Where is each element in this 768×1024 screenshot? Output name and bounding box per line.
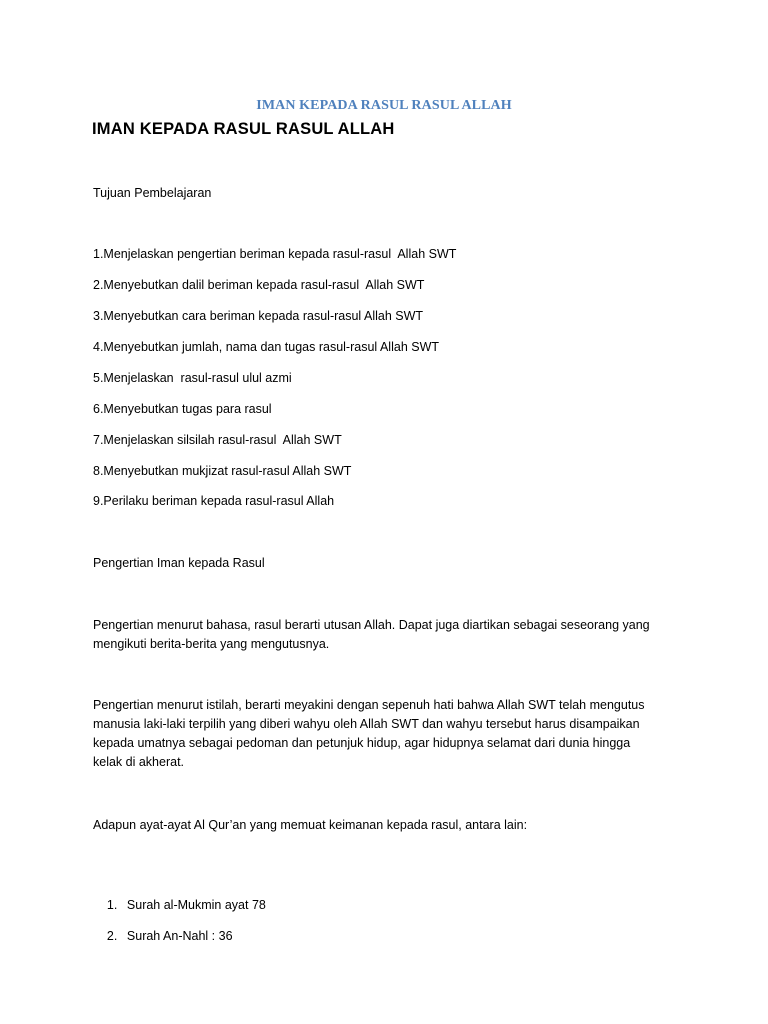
- list-text: Surah al-Mukmin ayat 78: [126, 898, 266, 912]
- paragraph-line: kelak di akherat.: [93, 755, 185, 769]
- list-text: Surah An-Nahl : 36: [126, 929, 233, 943]
- list-number: 1.: [106, 898, 118, 912]
- list-number: 2.: [106, 929, 118, 943]
- goal-item: 9.Perilaku beriman kepada rasul-rasul Allah: [93, 494, 335, 508]
- paragraph-line: Pengertian menurut istilah, berarti meyakini dengan sepenuh hati bahwa Allah SWT telah mengutus: [93, 698, 645, 712]
- paragraph-line: kepada umatnya sebagai pedoman dan petunjuk hidup, agar hidupnya selamat dari dunia hingga: [93, 736, 631, 750]
- goal-item: 5.Menjelaskan rasul-rasul ulul azmi: [93, 371, 292, 385]
- paragraph-line: mengikuti berita-berita yang mengutusnya.: [93, 637, 330, 651]
- goal-item: 1.Menjelaskan pengertian beriman kepada rasul-rasul Allah SWT: [93, 247, 457, 261]
- paragraph-bahasa: [93, 616, 683, 654]
- paragraph-istilah: [93, 696, 683, 772]
- paragraph-ayat: Adapun ayat-ayat Al Qur’an yang memuat keimanan kepada rasul, antara lain:: [93, 818, 528, 832]
- header-title: IMAN KEPADA RASUL RASUL ALLAH: [256, 98, 512, 113]
- paragraph-line: Pengertian menurut bahasa, rasul berarti utusan Allah. Dapat juga diartikan sebagai seseorang yang: [93, 618, 650, 632]
- goal-item: 7.Menjelaskan silsilah rasul-rasul Allah SWT: [93, 433, 342, 447]
- paragraph-line: manusia laki-laki terpilih yang diberi wahyu oleh Allah SWT dan wahyu tersebut harus disampaikan: [93, 717, 640, 731]
- goal-item: 4.Menyebutkan jumlah, nama dan tugas rasul-rasul Allah SWT: [93, 340, 440, 354]
- goal-item: 2.Menyebutkan dalil beriman kepada rasul-rasul Allah SWT: [93, 278, 425, 292]
- section-heading-definition: Pengertian Iman kepada Rasul: [93, 556, 265, 570]
- section-heading-goals: Tujuan Pembelajaran: [93, 186, 212, 200]
- list-item: [93, 908, 233, 965]
- goal-item: 8.Menyebutkan mukjizat rasul-rasul Allah SWT: [93, 464, 352, 478]
- goal-item: 6.Menyebutkan tugas para rasul: [93, 402, 272, 416]
- goal-item: 3.Menyebutkan cara beriman kepada rasul-rasul Allah SWT: [93, 309, 424, 323]
- document-title: IMAN KEPADA RASUL RASUL ALLAH: [92, 120, 395, 138]
